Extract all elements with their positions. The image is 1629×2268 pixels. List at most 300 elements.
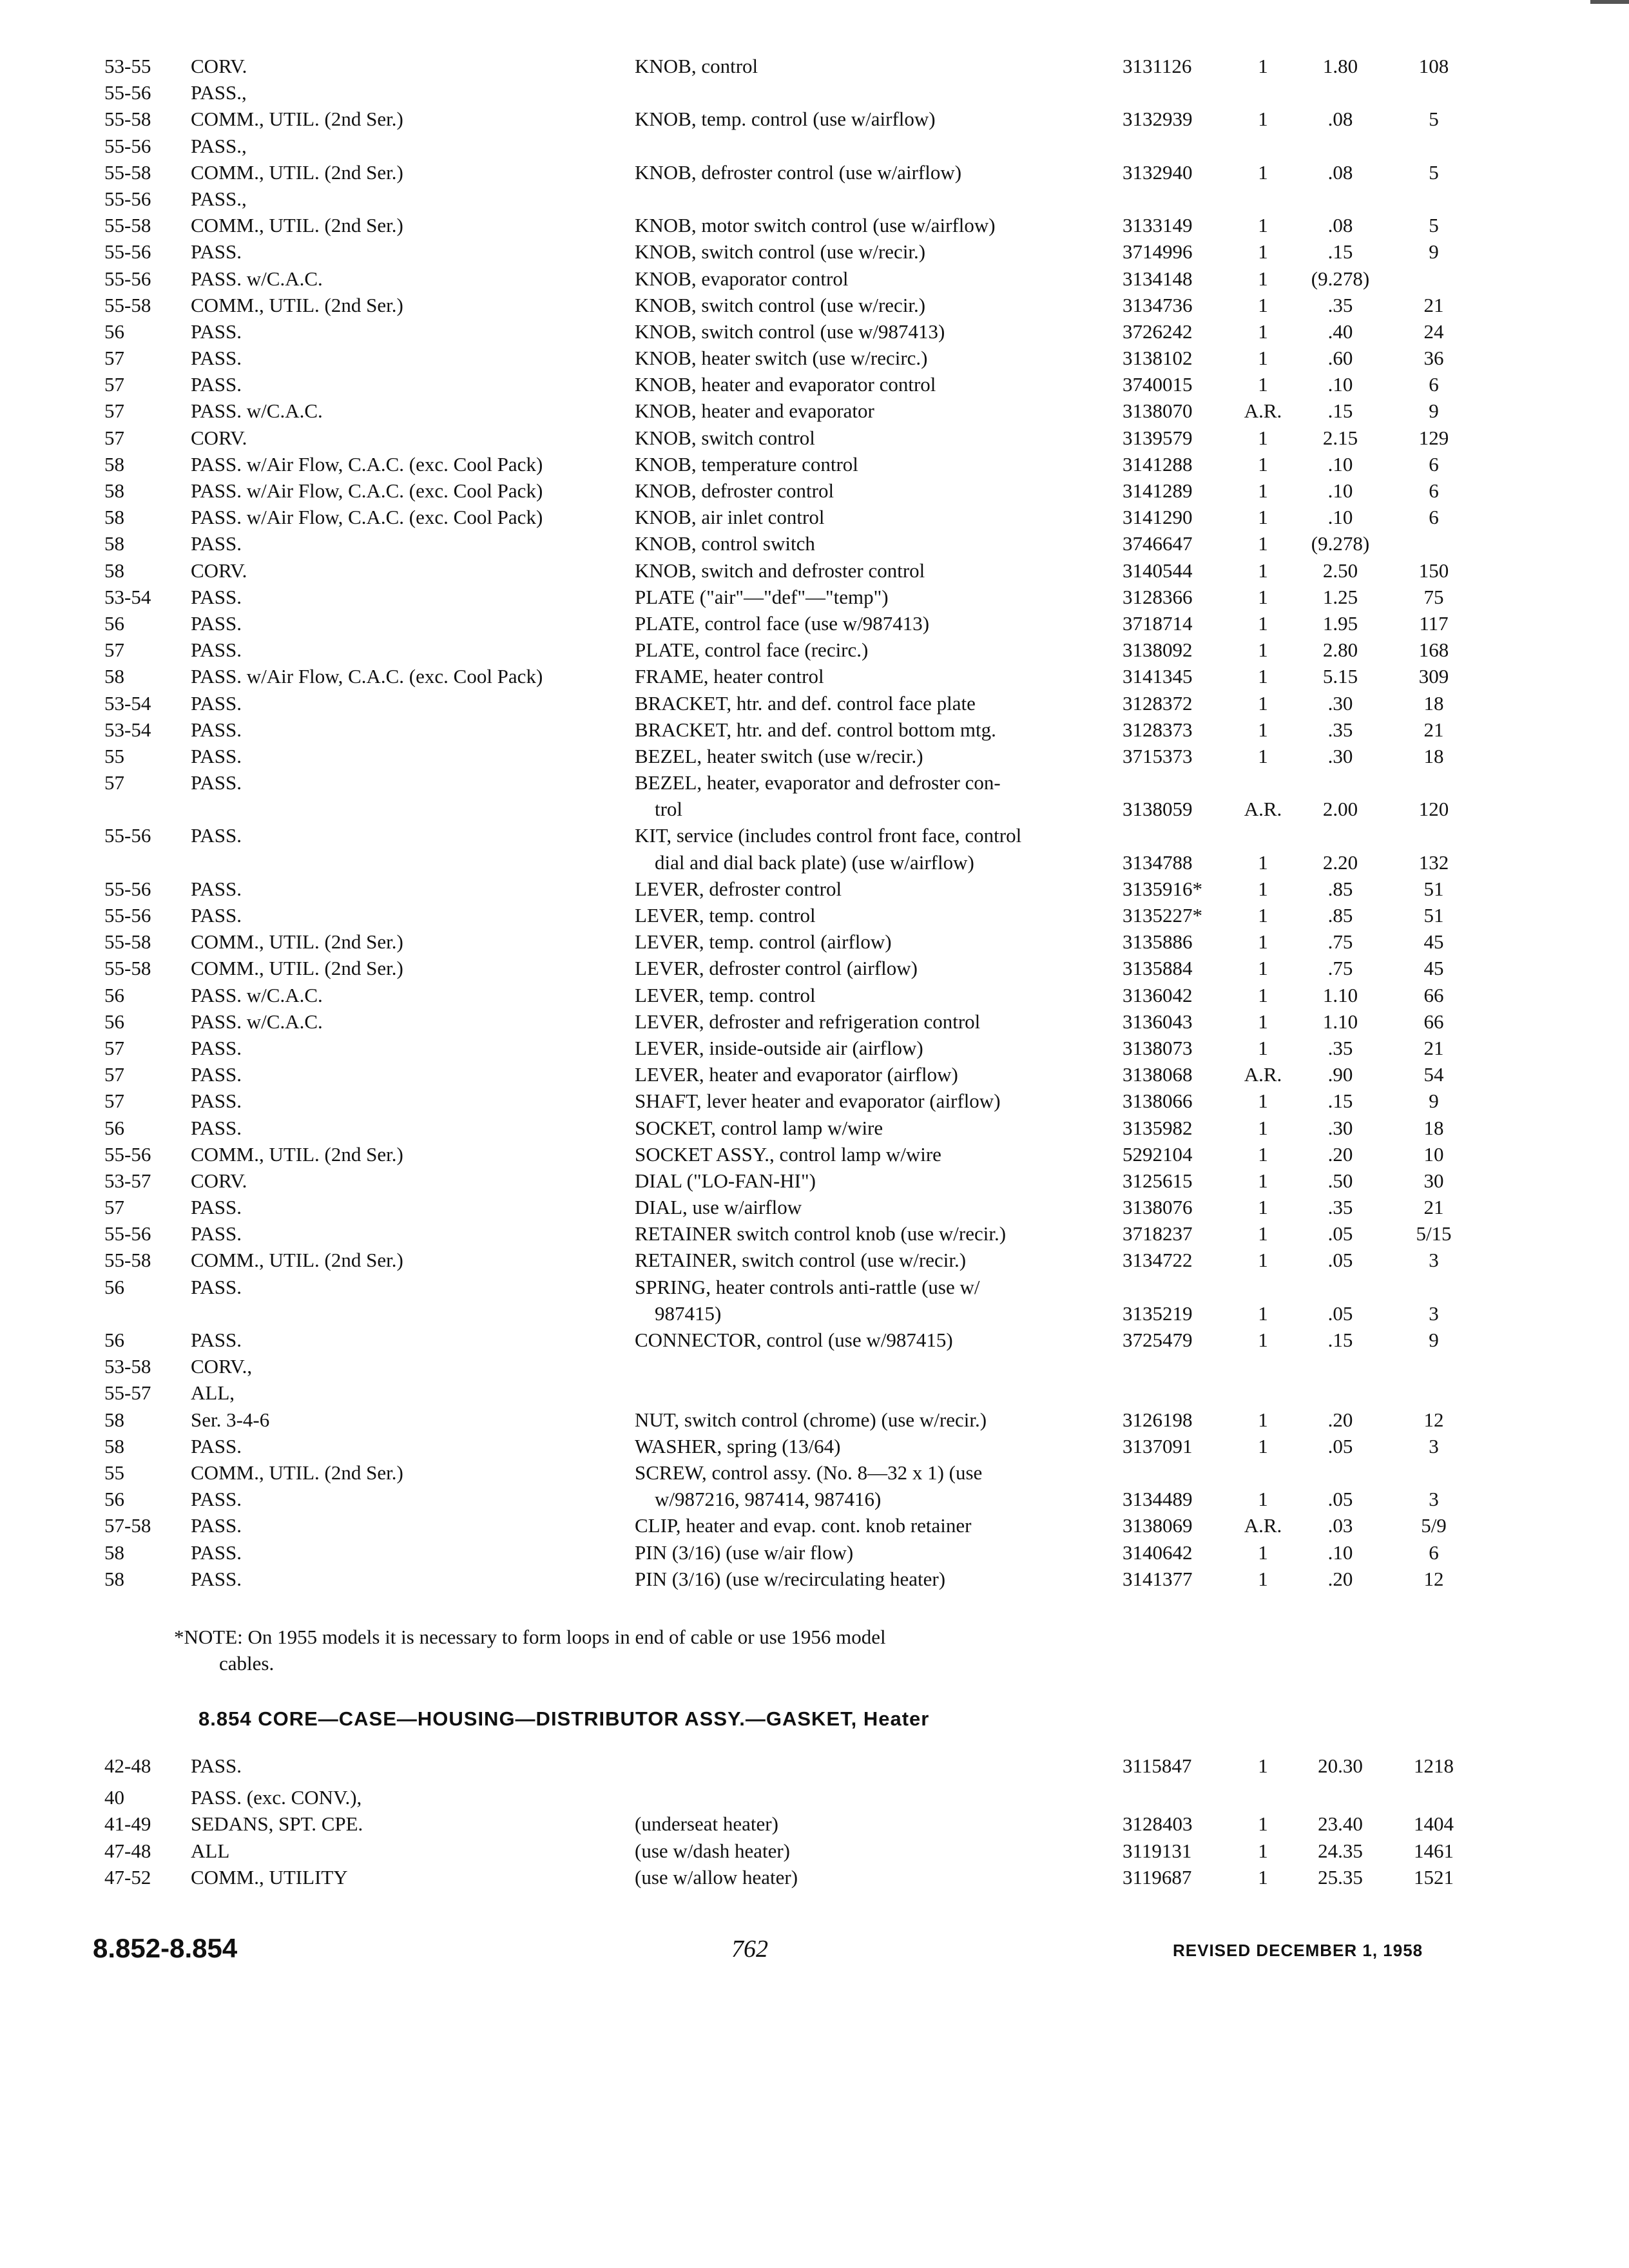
table-row — [0, 876, 1629, 902]
part-number-cell: 3138059 — [1123, 798, 1193, 821]
group-cell: 18 — [1423, 691, 1444, 715]
price-cell: 1.95 — [1322, 611, 1358, 635]
table-row — [0, 504, 1629, 530]
description-cell: (use w/allow heater) — [635, 1865, 798, 1888]
quantity-cell: 1 — [1258, 1010, 1268, 1033]
table-row — [0, 477, 1629, 504]
description-cell: KNOB, heater switch (use w/recirc.) — [635, 347, 928, 370]
part-number-cell: 3134788 — [1123, 850, 1193, 874]
group-cell: 9 — [1429, 399, 1439, 423]
model-cell: PASS., — [191, 187, 247, 210]
model-cell: PASS. w/Air Flow, C.A.C. (exc. Cool Pack) — [191, 452, 543, 476]
table-row — [0, 186, 1629, 212]
group-cell: 10 — [1423, 1142, 1444, 1166]
quantity-cell: 1 — [1258, 930, 1268, 954]
model-cell: PASS. — [191, 1090, 242, 1113]
part-number-cell: 3714996 — [1123, 240, 1193, 264]
table-row — [0, 1379, 1629, 1406]
year-cell: 47-48 — [104, 1839, 151, 1862]
quantity-cell: 1 — [1258, 1541, 1268, 1564]
quantity-cell: 1 — [1258, 1839, 1268, 1862]
price-cell: 2.15 — [1322, 426, 1358, 449]
table-row — [0, 1115, 1629, 1141]
quantity-cell: 1 — [1258, 1434, 1268, 1457]
description-cell: KNOB, switch control — [635, 426, 815, 449]
year-cell: 55-56 — [104, 267, 151, 290]
quantity-cell: 1 — [1258, 850, 1268, 874]
part-number-cell: 3125615 — [1123, 1169, 1193, 1192]
table-row — [0, 265, 1629, 292]
model-cell: PASS. — [191, 1434, 242, 1457]
description-cell: w/987216, 987414, 987416) — [635, 1488, 882, 1511]
year-cell: 58 — [104, 506, 124, 529]
part-number-cell: 3128403 — [1123, 1812, 1193, 1836]
group-cell: 3 — [1429, 1249, 1439, 1272]
description-cell: RETAINER switch control knob (use w/recir.) — [635, 1222, 1007, 1245]
part-number-cell: 3138069 — [1123, 1514, 1193, 1537]
part-number-cell: 3134722 — [1123, 1249, 1193, 1272]
model-cell: CORV. — [191, 559, 247, 582]
price-cell: .10 — [1327, 452, 1353, 476]
description-cell: KNOB, switch control (use w/recir.) — [635, 240, 926, 264]
quantity-cell: 1 — [1258, 347, 1268, 370]
group-cell: 45 — [1423, 930, 1444, 954]
year-cell: 55 — [104, 744, 124, 767]
model-cell: PASS. — [191, 1116, 242, 1139]
year-cell: 55-56 — [104, 824, 151, 847]
table-row — [0, 398, 1629, 424]
table-row — [0, 743, 1629, 769]
footer-revised-date: REVISED DECEMBER 1, 1958 — [1173, 1941, 1423, 1960]
part-number-cell: 3128372 — [1123, 691, 1193, 715]
part-number-cell: 3135886 — [1123, 930, 1193, 954]
price-cell: 1.25 — [1322, 585, 1358, 608]
year-cell: 55-58 — [104, 108, 151, 131]
group-cell: 9 — [1429, 1090, 1439, 1113]
group-cell: 6 — [1429, 373, 1439, 396]
description-cell: KNOB, motor switch control (use w/airflow) — [635, 214, 996, 237]
part-number-cell: 3115847 — [1123, 1754, 1192, 1777]
table-row — [0, 1486, 1629, 1512]
year-cell: 55 — [104, 1461, 124, 1484]
year-cell: 58 — [104, 559, 124, 582]
quantity-cell: 1 — [1258, 1169, 1268, 1192]
section-title: 8.854 CORE—CASE—HOUSING—DISTRIBUTOR ASSY.—GASKET, Heater — [198, 1707, 930, 1730]
model-cell: PASS. — [191, 877, 242, 900]
group-cell: 168 — [1418, 639, 1449, 662]
model-cell: COMM., UTILITY — [191, 1865, 348, 1888]
year-cell: 55-56 — [104, 187, 151, 210]
description-cell: KNOB, switch and defroster control — [635, 559, 925, 582]
price-cell: .20 — [1327, 1567, 1353, 1590]
quantity-cell: 1 — [1258, 1302, 1268, 1325]
year-cell: 55-58 — [104, 957, 151, 980]
model-cell: PASS. — [191, 1036, 242, 1059]
year-cell: 55-56 — [104, 1222, 151, 1245]
model-cell: PASS. — [191, 824, 242, 847]
table-row — [0, 1141, 1629, 1168]
table-row — [0, 159, 1629, 186]
model-cell: COMM., UTIL. (2nd Ser.) — [191, 1249, 403, 1272]
description-cell: FRAME, heater control — [635, 665, 824, 688]
table-row — [0, 1168, 1629, 1194]
quantity-cell: 1 — [1258, 1488, 1268, 1511]
quantity-cell: 1 — [1258, 585, 1268, 608]
description-cell: KIT, service (includes control front face, control — [635, 824, 1022, 847]
part-number-cell: 3139579 — [1123, 426, 1193, 449]
part-number-cell: 3138073 — [1123, 1036, 1193, 1059]
part-number-cell: 3138066 — [1123, 1090, 1193, 1113]
year-cell: 57 — [104, 1090, 124, 1113]
quantity-cell: 1 — [1258, 1249, 1268, 1272]
table-row — [0, 982, 1629, 1008]
description-cell: KNOB, control — [635, 55, 758, 77]
quantity-cell: 1 — [1258, 1222, 1268, 1245]
description-cell: BRACKET, htr. and def. control bottom mtg. — [635, 718, 996, 741]
table-row — [0, 1407, 1629, 1433]
model-cell: PASS. — [191, 1222, 242, 1245]
year-cell: 56 — [104, 611, 124, 635]
description-cell: trol — [635, 798, 683, 821]
price-cell: .03 — [1327, 1514, 1353, 1537]
part-number-cell: 3134736 — [1123, 293, 1193, 316]
table-row — [0, 1566, 1629, 1592]
model-cell: ALL, — [191, 1381, 235, 1405]
price-cell: 2.00 — [1322, 798, 1358, 821]
description-cell: KNOB, temperature control — [635, 452, 858, 476]
table-row — [0, 1088, 1629, 1114]
model-cell: PASS. — [191, 771, 242, 794]
quantity-cell: 1 — [1258, 1865, 1268, 1888]
price-cell: .30 — [1327, 744, 1353, 767]
quantity-cell: 1 — [1258, 983, 1268, 1006]
model-cell: PASS. w/Air Flow, C.A.C. (exc. Cool Pack) — [191, 665, 543, 688]
price-cell: .15 — [1327, 1329, 1353, 1351]
part-number-cell: 3138102 — [1123, 347, 1193, 370]
description-cell: SOCKET, control lamp w/wire — [635, 1116, 883, 1139]
part-number-cell: 3141290 — [1123, 506, 1193, 529]
description-cell: LEVER, inside-outside air (airflow) — [635, 1036, 923, 1059]
model-cell: COMM., UTIL. (2nd Ser.) — [191, 957, 403, 980]
model-cell: PASS. w/C.A.C. — [191, 267, 323, 290]
price-cell: .35 — [1327, 293, 1353, 316]
description-cell: BRACKET, htr. and def. control face plate — [635, 691, 976, 715]
table-row — [0, 1035, 1629, 1061]
description-cell: NUT, switch control (chrome) (use w/recir.) — [635, 1408, 987, 1431]
description-cell: PLATE ("air"—"def"—"temp") — [635, 585, 889, 608]
price-cell: 1.80 — [1322, 55, 1358, 77]
table-row — [0, 1459, 1629, 1486]
group-cell: 3 — [1429, 1434, 1439, 1457]
part-number-cell: 3135884 — [1123, 957, 1193, 980]
model-cell: PASS. — [191, 691, 242, 715]
model-cell: PASS. — [191, 1488, 242, 1511]
model-cell: PASS. — [191, 744, 242, 767]
price-cell: .15 — [1327, 240, 1353, 264]
year-cell: 57 — [104, 1036, 124, 1059]
table-row — [0, 318, 1629, 345]
price-cell: 2.20 — [1322, 850, 1358, 874]
description-cell: KNOB, switch control (use w/987413) — [635, 320, 945, 343]
group-cell: 1218 — [1414, 1754, 1454, 1777]
model-cell: CORV. — [191, 426, 247, 449]
description-cell: KNOB, air inlet control — [635, 506, 825, 529]
part-number-cell: 3128373 — [1123, 718, 1193, 741]
group-cell: 108 — [1418, 55, 1449, 77]
description-cell: LEVER, defroster control — [635, 877, 842, 900]
table-row — [0, 1539, 1629, 1566]
table-row — [0, 557, 1629, 584]
description-cell: BEZEL, heater switch (use w/recir.) — [635, 744, 923, 767]
year-cell: 57 — [104, 347, 124, 370]
part-number-cell: 3136042 — [1123, 983, 1193, 1006]
year-cell: 58 — [104, 665, 124, 688]
table-row — [0, 1247, 1629, 1273]
quantity-cell: 1 — [1258, 426, 1268, 449]
quantity-cell: 1 — [1258, 1116, 1268, 1139]
table-row — [0, 79, 1629, 106]
model-cell: COMM., UTIL. (2nd Ser.) — [191, 214, 403, 237]
table-row — [0, 1327, 1629, 1353]
footer-page-number: 762 — [731, 1936, 768, 1963]
part-number-cell: 3135219 — [1123, 1302, 1193, 1325]
group-cell: 66 — [1423, 1010, 1444, 1033]
description-cell: (use w/dash heater) — [635, 1839, 791, 1862]
description-cell: PLATE, control face (use w/987413) — [635, 611, 930, 635]
part-number-cell: 3725479 — [1123, 1329, 1193, 1351]
group-cell: 21 — [1423, 1036, 1444, 1059]
table-row — [0, 637, 1629, 663]
group-cell: 21 — [1423, 293, 1444, 316]
group-cell: 18 — [1423, 744, 1444, 767]
table-row — [0, 1061, 1629, 1088]
table-row — [0, 584, 1629, 610]
year-cell: 42-48 — [104, 1754, 151, 1777]
part-number-cell: 3128366 — [1123, 585, 1193, 608]
price-cell: .30 — [1327, 1116, 1353, 1139]
model-cell: PASS. — [191, 320, 242, 343]
description-cell: (underseat heater) — [635, 1812, 778, 1836]
price-cell: 2.50 — [1322, 559, 1358, 582]
model-cell: PASS. w/Air Flow, C.A.C. (exc. Cool Pack) — [191, 506, 543, 529]
price-cell: .08 — [1327, 214, 1353, 237]
price-cell: 24.35 — [1318, 1839, 1363, 1862]
price-cell: .35 — [1327, 718, 1353, 741]
group-cell: 6 — [1429, 1541, 1439, 1564]
quantity-cell: 1 — [1258, 877, 1268, 900]
year-cell: 55-58 — [104, 1249, 151, 1272]
part-number-cell: 3135916* — [1123, 877, 1202, 900]
group-cell: 54 — [1423, 1063, 1444, 1086]
part-number-cell: 3138076 — [1123, 1196, 1193, 1219]
description-cell: SPRING, heater controls anti-rattle (use w/ — [635, 1275, 980, 1298]
year-cell: 56 — [104, 1275, 124, 1298]
model-cell: PASS. — [191, 1196, 242, 1219]
description-cell: CONNECTOR, control (use w/987415) — [635, 1329, 953, 1351]
price-cell: .05 — [1327, 1249, 1353, 1272]
group-cell: 309 — [1418, 665, 1449, 688]
table-row — [0, 822, 1629, 849]
part-number-cell: 3726242 — [1123, 320, 1193, 343]
price-cell: .20 — [1327, 1142, 1353, 1166]
parts-table-heater — [0, 1753, 1629, 1890]
model-cell: PASS. w/C.A.C. — [191, 983, 323, 1006]
group-cell: 24 — [1423, 320, 1444, 343]
part-number-cell: 3135982 — [1123, 1116, 1193, 1139]
model-cell: PASS. — [191, 611, 242, 635]
group-cell: 120 — [1418, 798, 1449, 821]
price-cell: (9.278) — [1311, 267, 1370, 290]
description-cell: KNOB, heater and evaporator — [635, 399, 874, 423]
group-cell: 5/9 — [1421, 1514, 1447, 1537]
group-cell: 12 — [1423, 1567, 1444, 1590]
price-cell: .85 — [1327, 877, 1353, 900]
price-cell: 23.40 — [1318, 1812, 1363, 1836]
description-cell: RETAINER, switch control (use w/recir.) — [635, 1249, 967, 1272]
table-row — [0, 1753, 1629, 1779]
part-number-cell: 3138068 — [1123, 1063, 1193, 1086]
part-number-cell: 3133149 — [1123, 214, 1193, 237]
part-number-cell: 3718237 — [1123, 1222, 1193, 1245]
table-row — [0, 902, 1629, 928]
table-row — [0, 530, 1629, 557]
description-cell: SCREW, control assy. (No. 8—32 x 1) (use — [635, 1461, 983, 1484]
model-cell: PASS. — [191, 532, 242, 555]
quantity-cell: 1 — [1258, 639, 1268, 662]
table-row — [0, 1864, 1629, 1890]
model-cell: PASS. — [191, 1329, 242, 1351]
quantity-cell: 1 — [1258, 160, 1268, 184]
group-cell: 21 — [1423, 718, 1444, 741]
description-cell: PIN (3/16) (use w/recirculating heater) — [635, 1567, 946, 1590]
price-cell: .08 — [1327, 108, 1353, 131]
model-cell: PASS. w/Air Flow, C.A.C. (exc. Cool Pack) — [191, 479, 543, 502]
price-cell: .15 — [1327, 1090, 1353, 1113]
part-number-cell: 3141345 — [1123, 665, 1193, 688]
part-number-cell: 3126198 — [1123, 1408, 1193, 1431]
quantity-cell: A.R. — [1244, 1063, 1282, 1086]
year-cell: 58 — [104, 532, 124, 555]
part-number-cell: 3141288 — [1123, 452, 1193, 476]
table-row — [0, 955, 1629, 981]
model-cell: COMM., UTIL. (2nd Ser.) — [191, 1461, 403, 1484]
price-cell: 25.35 — [1318, 1865, 1363, 1888]
part-number-cell: 3131126 — [1123, 55, 1192, 77]
description-cell: KNOB, evaporator control — [635, 267, 849, 290]
model-cell: PASS. — [191, 904, 242, 927]
table-row — [0, 212, 1629, 238]
description-cell: KNOB, temp. control (use w/airflow) — [635, 108, 936, 131]
table-row — [0, 849, 1629, 876]
year-cell: 56 — [104, 1329, 124, 1351]
group-cell: 3 — [1429, 1302, 1439, 1325]
year-cell: 55-56 — [104, 134, 151, 157]
quantity-cell: 1 — [1258, 1196, 1268, 1219]
part-number-cell: 3141377 — [1123, 1567, 1193, 1590]
price-cell: .35 — [1327, 1036, 1353, 1059]
group-cell: 132 — [1418, 850, 1449, 874]
part-number-cell: 3132939 — [1123, 108, 1193, 131]
price-cell: .10 — [1327, 373, 1353, 396]
price-cell: .30 — [1327, 691, 1353, 715]
part-number-cell: 3119131 — [1123, 1839, 1192, 1862]
year-cell: 56 — [104, 320, 124, 343]
table-row — [0, 1512, 1629, 1539]
table-row — [0, 451, 1629, 477]
quantity-cell: 1 — [1258, 55, 1268, 77]
description-cell: LEVER, defroster control (airflow) — [635, 957, 918, 980]
group-cell: 51 — [1423, 877, 1444, 900]
group-cell: 150 — [1418, 559, 1449, 582]
quantity-cell: 1 — [1258, 240, 1268, 264]
model-cell: CORV. — [191, 55, 247, 77]
price-cell: .75 — [1327, 930, 1353, 954]
part-number-cell: 3141289 — [1123, 479, 1193, 502]
description-cell: DIAL ("LO-FAN-HI") — [635, 1169, 816, 1192]
quantity-cell: 1 — [1258, 214, 1268, 237]
year-cell: 58 — [104, 1434, 124, 1457]
group-cell: 30 — [1423, 1169, 1444, 1192]
quantity-cell: 1 — [1258, 1408, 1268, 1431]
description-cell: KNOB, switch control (use w/recir.) — [635, 293, 926, 316]
description-cell: PIN (3/16) (use w/air flow) — [635, 1541, 854, 1564]
price-cell: 2.80 — [1322, 639, 1358, 662]
model-cell: COMM., UTIL. (2nd Ser.) — [191, 108, 403, 131]
year-cell: 57 — [104, 1196, 124, 1219]
description-cell: LEVER, temp. control — [635, 983, 816, 1006]
year-cell: 40 — [104, 1786, 124, 1809]
price-cell: .35 — [1327, 1196, 1353, 1219]
table-row — [0, 796, 1629, 822]
model-cell: ALL — [191, 1839, 230, 1862]
price-cell: .10 — [1327, 479, 1353, 502]
year-cell: 57 — [104, 771, 124, 794]
quantity-cell: 1 — [1258, 1812, 1268, 1836]
year-cell: 56 — [104, 983, 124, 1006]
price-cell: (9.278) — [1311, 532, 1370, 555]
description-cell: LEVER, temp. control — [635, 904, 816, 927]
part-number-cell: 3134489 — [1123, 1488, 1193, 1511]
year-cell: 56 — [104, 1010, 124, 1033]
year-cell: 57 — [104, 399, 124, 423]
year-cell: 47-52 — [104, 1865, 151, 1888]
model-cell: Ser. 3-4-6 — [191, 1408, 270, 1431]
price-cell: .20 — [1327, 1408, 1353, 1431]
group-cell: 36 — [1423, 347, 1444, 370]
group-cell: 66 — [1423, 983, 1444, 1006]
model-cell: PASS. — [191, 1275, 242, 1298]
part-number-cell: 3136043 — [1123, 1010, 1193, 1033]
year-cell: 56 — [104, 1488, 124, 1511]
year-cell: 55-56 — [104, 1142, 151, 1166]
part-number-cell: 3746647 — [1123, 532, 1193, 555]
group-cell: 12 — [1423, 1408, 1444, 1431]
table-row — [0, 1353, 1629, 1379]
group-cell: 75 — [1423, 585, 1444, 608]
quantity-cell: 1 — [1258, 293, 1268, 316]
year-cell: 58 — [104, 1567, 124, 1590]
description-cell: PLATE, control face (recirc.) — [635, 639, 869, 662]
year-cell: 55-56 — [104, 240, 151, 264]
model-cell: COMM., UTIL. (2nd Ser.) — [191, 160, 403, 184]
table-row — [0, 1008, 1629, 1035]
description-cell: KNOB, defroster control (use w/airflow) — [635, 160, 962, 184]
table-row — [0, 1194, 1629, 1220]
model-cell: PASS. w/C.A.C. — [191, 399, 323, 423]
scan-mark — [1590, 0, 1629, 4]
quantity-cell: 1 — [1258, 665, 1268, 688]
quantity-cell: 1 — [1258, 559, 1268, 582]
